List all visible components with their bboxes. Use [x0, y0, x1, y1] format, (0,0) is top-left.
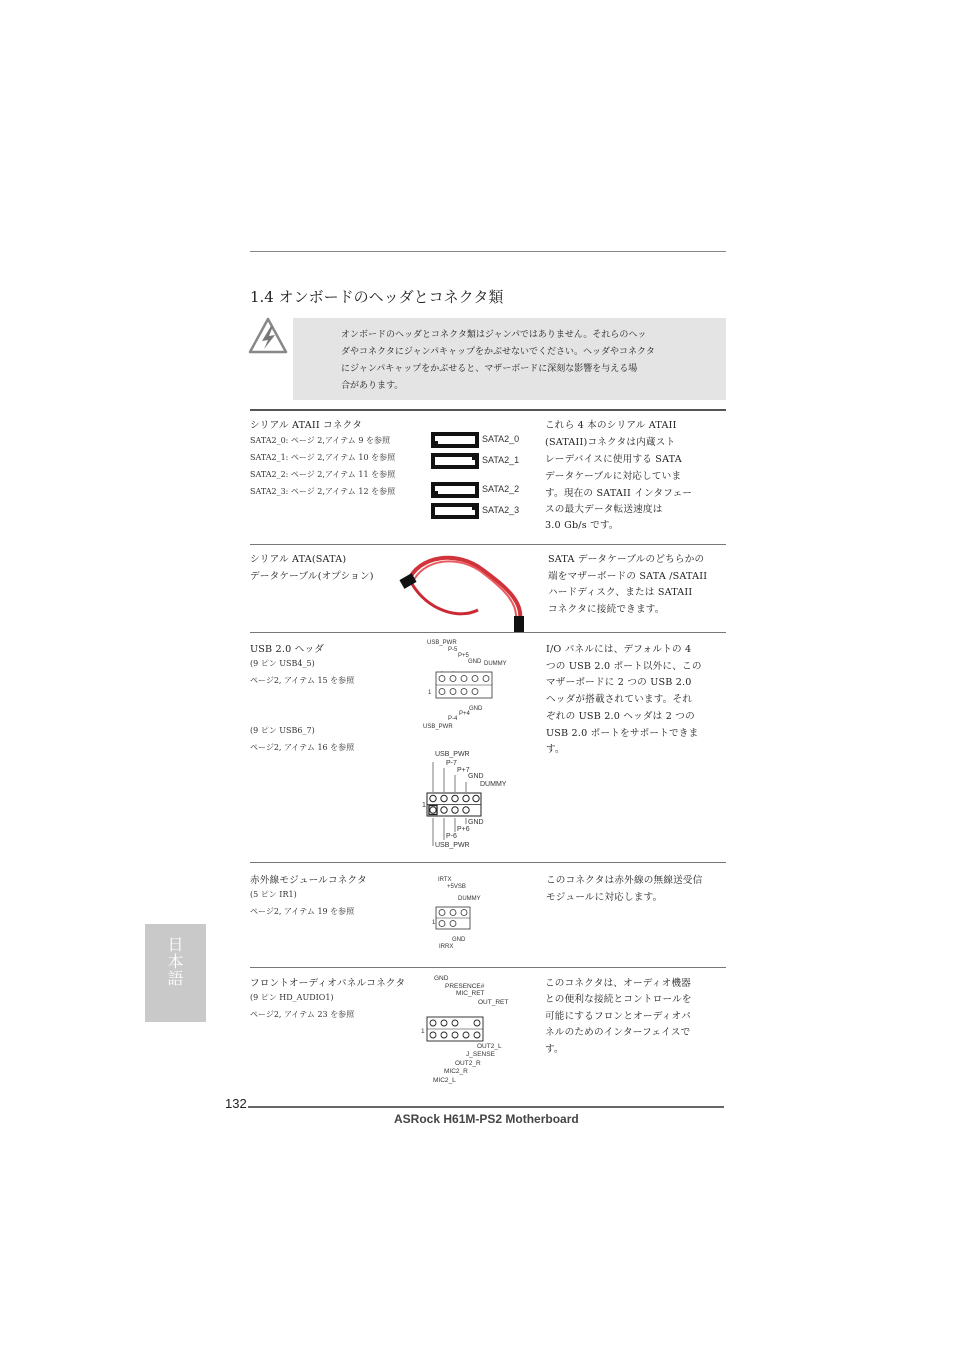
sata-port-label: SATA2_1: [482, 455, 520, 465]
warning-icon: [248, 316, 288, 356]
sata-port-icon: [430, 431, 480, 449]
usb-pin-label: 1: [422, 802, 426, 809]
usb-header2-pins: (9 ピン USB6_7): [250, 726, 315, 735]
section-divider: [250, 409, 726, 411]
section-title: 1.4 オンボードのヘッダとコネクタ類: [250, 288, 504, 306]
sata-port-label: SATA2_0: [482, 434, 520, 444]
warning-note-line: にジャンパキャップをかぶせると、マザーボードに深刻な影響を与える場: [341, 364, 638, 374]
usb-pin-label: P-6: [446, 833, 457, 840]
usb-pin-label: P+6: [457, 826, 470, 833]
usb-pin-label: 1: [428, 690, 432, 696]
section-divider: [250, 967, 726, 968]
ir-header-diagram: [433, 905, 473, 935]
usb-pin-label: P+4: [459, 711, 470, 717]
ir-pin-label: DUMMY: [458, 896, 481, 902]
sata-port-label: SATA2_3: [482, 505, 520, 515]
footer-rule: [248, 1106, 724, 1108]
audio-heading: フロントオーディオパネルコネクタ: [250, 978, 406, 989]
warning-note-line: オンボードのヘッダとコネクタ類はジャンパではありません。それらのヘッ: [341, 330, 647, 340]
ir-pins-text: (5 ピン IR1): [250, 890, 297, 899]
audio-pin-label: MIC2_L: [433, 1077, 456, 1084]
usb-pin-label: USB_PWR: [435, 751, 470, 758]
sata-desc-line: レーデバイスに使用する SATA: [545, 454, 682, 465]
sata-cable-desc-line: ハードディスク、または SATAII: [548, 587, 693, 598]
usb-pin-label: GND: [469, 706, 483, 712]
sata-desc-line: 3.0 Gb/s です。: [545, 520, 619, 531]
usb-header-diagram: [432, 671, 502, 701]
usb-header2-ref: ページ2, アイテム 16 を参照: [250, 743, 355, 752]
warning-note-line: 合があります。: [341, 381, 404, 391]
usb-pin-label: GND: [468, 773, 484, 780]
ir-pin-label: GND: [452, 937, 466, 943]
ir-pin-label: IRRX: [439, 944, 454, 950]
sata-ref: SATA2_0: ページ 2,アイテム 9 を参照: [250, 436, 390, 445]
section-divider: [250, 544, 726, 545]
section-divider: [250, 632, 726, 633]
usb-heading: USB 2.0 ヘッダ: [250, 644, 325, 655]
audio-desc-line: との便利な接続とコントロールを: [545, 994, 692, 1005]
audio-desc-line: ネルのためのインターフェイスで: [545, 1027, 691, 1038]
sata-desc-line: データケーブルに対応していま: [545, 471, 682, 482]
ir-pin-label: +5VSB: [447, 884, 466, 890]
usb-header1-ref: ページ2, アイテム 15 を参照: [250, 676, 355, 685]
ir-desc-line: モジュールに対応します。: [546, 892, 663, 903]
sata-cable-heading: シリアル ATA(SATA): [250, 554, 347, 565]
sata-cable-desc-line: コネクタに接続できます。: [548, 604, 665, 615]
audio-ref: ページ2, アイテム 23 を参照: [250, 1010, 355, 1019]
language-side-tab-label: 日本語: [165, 936, 184, 987]
usb-pin-label: GND: [468, 659, 482, 665]
sata-desc-line: これら 4 本のシリアル ATAII: [545, 420, 677, 431]
sata-port-label: SATA2_2: [482, 484, 520, 494]
usb-pin-label: DUMMY: [484, 661, 507, 667]
sata-cable-desc-line: 端をマザーボードの SATA /SATAII: [548, 571, 708, 582]
ir-heading: 赤外線モジュールコネクタ: [250, 875, 367, 886]
sata-port-icon: [430, 452, 480, 470]
usb-pin-label: GND: [468, 819, 484, 826]
audio-desc-line: 可能にするフロンとオーディオパ: [545, 1011, 691, 1022]
audio-pin-label: OUT_RET: [478, 999, 509, 1006]
usb-pin-label: USB_PWR: [435, 842, 470, 849]
sata-desc-line: スの最大データ転送速度は: [545, 504, 663, 515]
audio-pin-label: 1: [421, 1028, 425, 1035]
usb-desc-line: す。: [546, 744, 565, 755]
sata-cable-desc-line: SATA データケーブルのどちらかの: [548, 554, 705, 565]
top-rule: [250, 251, 726, 252]
audio-pins-text: (9 ピン HD_AUDIO1): [250, 993, 334, 1002]
ir-ref: ページ2, アイテム 19 を参照: [250, 907, 355, 916]
audio-desc-line: このコネクタは、オーディオ機器: [545, 978, 691, 989]
audio-pin-label: GND: [434, 975, 449, 982]
usb-pin-label: P-5: [448, 647, 458, 653]
audio-pin-label: PRESENCE#: [445, 983, 485, 990]
audio-pin-label: OUT2_L: [477, 1043, 502, 1050]
usb-desc-line: つの USB 2.0 ポート以外に、この: [546, 661, 702, 672]
usb-pin-label: P-7: [446, 760, 457, 767]
audio-pin-label: MIC2_R: [444, 1068, 468, 1075]
sata-cable-heading: データケーブル(オプション): [250, 571, 374, 582]
usb-pin-label: P+7: [457, 767, 470, 774]
usb-desc-line: ぞれの USB 2.0 ヘッダは 2 つの: [546, 711, 695, 722]
sata-desc-line: (SATAII)コネクタは内蔵スト: [545, 437, 676, 448]
footer-brand: ASRock H61M-PS2 Motherboard: [394, 1112, 579, 1126]
sata-port-icon: [430, 481, 480, 499]
ir-pin-label: 1: [432, 920, 436, 926]
warning-note-line: ダやコネクタにジャンパキャップをかぶせないでください。ヘッダやコネクタ: [341, 347, 655, 357]
usb-pin-label: DUMMY: [480, 781, 507, 788]
sata-port-icon: [430, 502, 480, 520]
sata-ref: SATA2_3: ページ 2,アイテム 12 を参照: [250, 487, 396, 496]
audio-desc-line: す。: [545, 1044, 564, 1055]
usb-pin-label: P-4: [448, 716, 458, 722]
ir-pin-label: IRTX: [438, 877, 452, 883]
audio-pin-label: OUT2_R: [455, 1060, 481, 1067]
ir-desc-line: このコネクタは赤外線の無線送受信: [546, 875, 703, 886]
usb-pin-label: USB_PWR: [423, 724, 453, 730]
usb-desc-line: マザーボードに 2 つの USB 2.0: [546, 677, 692, 688]
sata-heading: シリアル ATAII コネクタ: [250, 420, 363, 431]
audio-pin-label: MIC_RET: [456, 990, 485, 997]
audio-pin-label: J_SENSE: [466, 1051, 495, 1058]
usb-pin-label: USB_PWR: [427, 640, 457, 646]
sata-ref: SATA2_2: ページ 2,アイテム 11 を参照: [250, 470, 396, 479]
usb-desc-line: ヘッダが搭載されています。それ: [546, 694, 693, 705]
page-number: 132: [225, 1096, 247, 1111]
sata-ref: SATA2_1: ページ 2,アイテム 10 を参照: [250, 453, 396, 462]
usb-desc-line: USB 2.0 ポートをサポートできま: [546, 728, 699, 739]
section-divider: [250, 862, 726, 863]
sata-cable-image: [398, 550, 538, 640]
usb-desc-line: I/O パネルには、デフォルトの 4: [546, 644, 692, 655]
audio-header-diagram: [424, 1016, 486, 1044]
sata-desc-line: す。現在の SATAII インタフェー: [545, 488, 693, 499]
usb-pin-label: P+5: [458, 653, 469, 659]
usb-header1-pins: (9 ピン USB4_5): [250, 659, 315, 668]
